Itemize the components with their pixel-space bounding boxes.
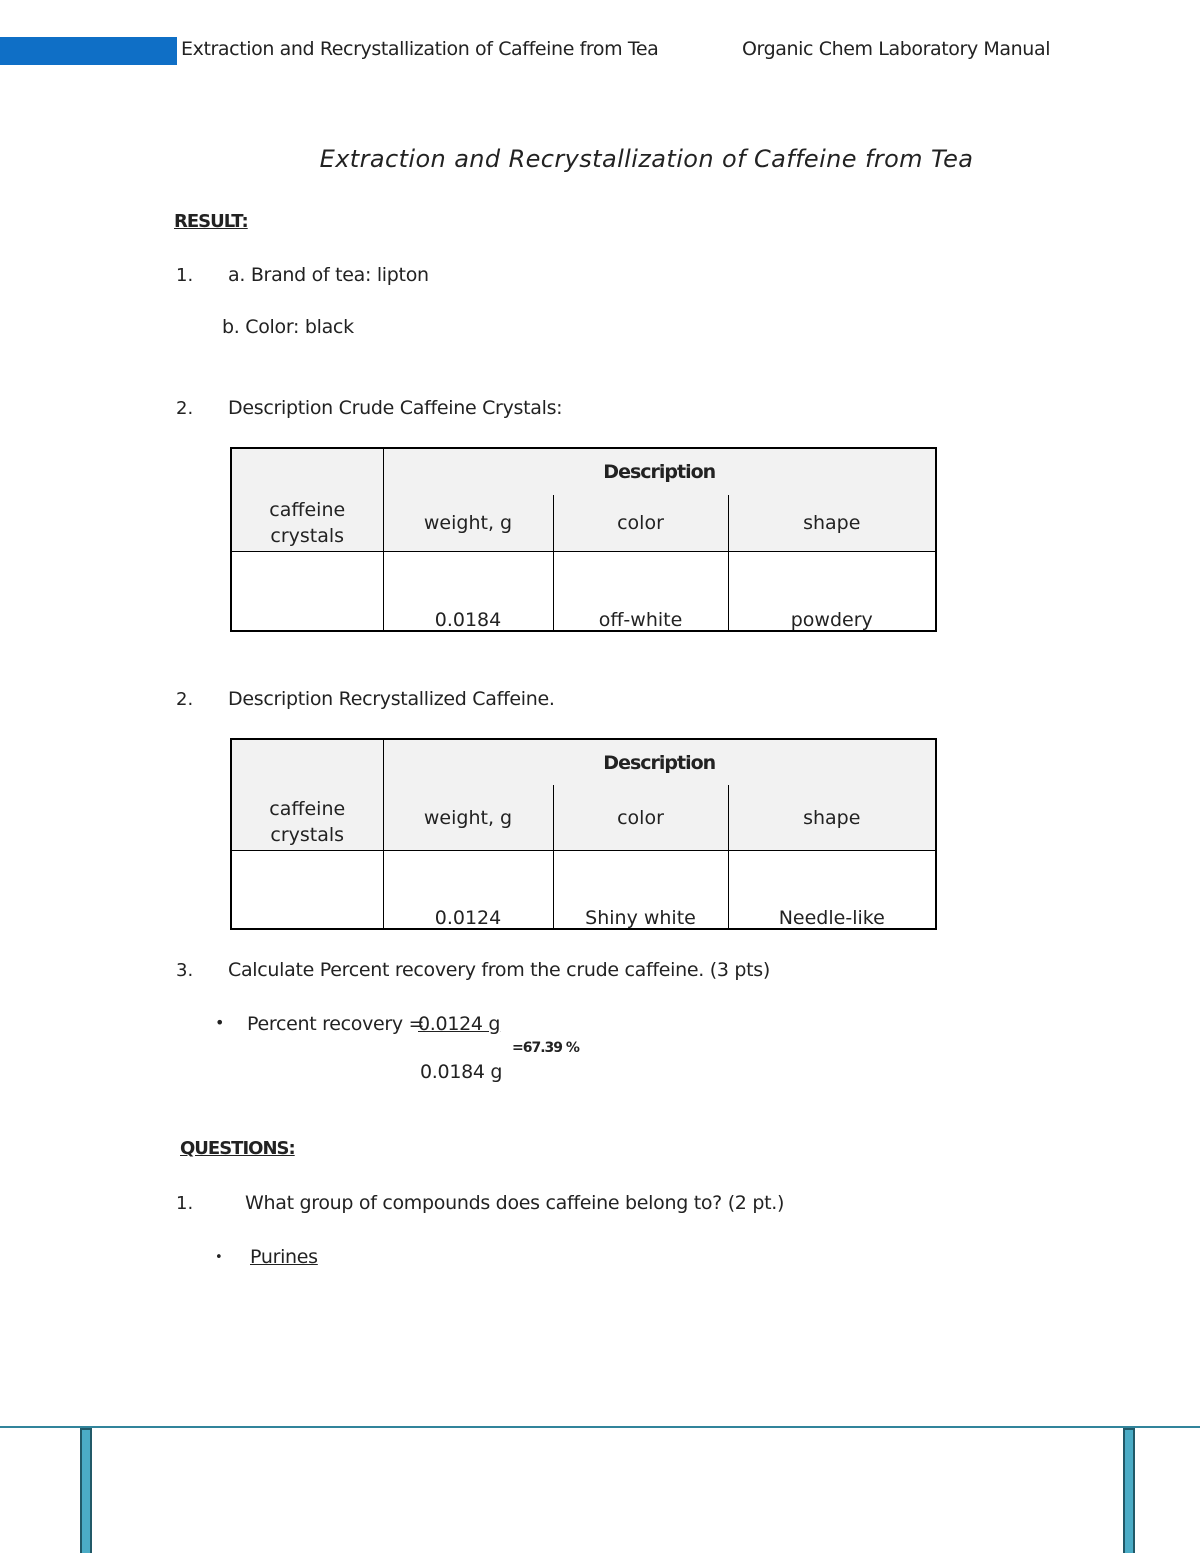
table-col-color: color (553, 495, 728, 552)
table-cell-weight: 0.0124 (383, 850, 553, 929)
table-description-header: Description (383, 448, 936, 495)
crude-crystals-heading: Description Crude Caffeine Crystals: (228, 397, 563, 419)
table-cell-color: off-white (553, 551, 728, 631)
bullet: • (215, 1013, 225, 1032)
item-1-number: 1. (176, 265, 194, 286)
table-cell-shape: powdery (728, 551, 936, 631)
table-row-label: caffeine crystals (231, 739, 383, 850)
item-2-number: 2. (176, 398, 194, 419)
question-1-answer: Purines (250, 1246, 318, 1268)
table-col-weight: weight, g (383, 495, 553, 552)
table-empty-cell (231, 551, 383, 631)
table-col-weight: weight, g (383, 785, 553, 850)
table-description-header: Description (383, 739, 936, 785)
table-col-color: color (553, 785, 728, 850)
formula-result: =67.39 % (512, 1040, 579, 1056)
table-cell-shape: Needle-like (728, 850, 936, 929)
bullet: • (215, 1250, 223, 1265)
table-col-shape: shape (728, 785, 936, 850)
footer-left-post (80, 1428, 92, 1553)
footer-right-post (1123, 1428, 1135, 1553)
item-2b-number: 2. (176, 689, 194, 710)
table-row-label: caffeine crystals (231, 448, 383, 551)
tea-color-line: b. Color: black (222, 316, 354, 338)
question-1-number: 1. (176, 1193, 194, 1214)
footer-rule (0, 1426, 1200, 1428)
percent-recovery-question: Calculate Percent recovery from the crude caffeine. (3 pts) (228, 959, 770, 981)
header-accent-bar (0, 37, 177, 65)
formula-denominator: 0.0184 g (420, 1061, 503, 1083)
formula-numerator: 0.0124 g (418, 1013, 501, 1035)
page-title: Extraction and Recrystallization of Caffeine from Tea (319, 145, 974, 173)
table-col-shape: shape (728, 495, 936, 552)
result-heading: RESULT: (174, 211, 248, 232)
recrystallized-caffeine-table (230, 738, 937, 930)
header-manual-name: Organic Chem Laboratory Manual (742, 38, 1051, 60)
table-cell-color: Shiny white (553, 850, 728, 929)
item-3-number: 3. (176, 960, 194, 981)
question-1-text: What group of compounds does caffeine belong to? (2 pt.) (245, 1192, 785, 1214)
header-document-title: Extraction and Recrystallization of Caffeine from Tea (181, 38, 659, 60)
table-empty-cell (231, 850, 383, 929)
recrystallized-heading: Description Recrystallized Caffeine. (228, 688, 555, 710)
crude-caffeine-table (230, 447, 937, 632)
formula-label: Percent recovery = (247, 1013, 425, 1035)
questions-heading: QUESTIONS: (180, 1138, 295, 1159)
tea-brand-line: a. Brand of tea: lipton (228, 264, 429, 286)
table-cell-weight: 0.0184 (383, 551, 553, 631)
